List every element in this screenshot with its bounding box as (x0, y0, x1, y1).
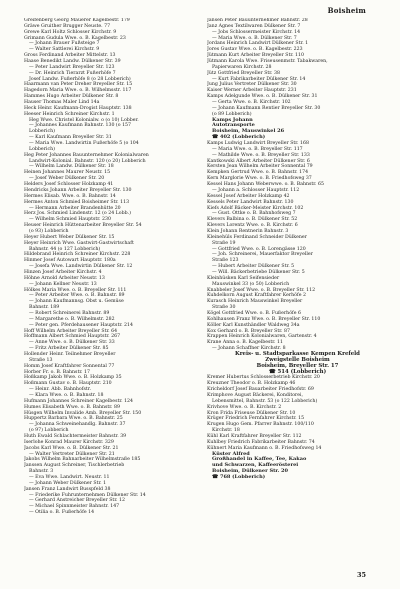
right-column (207, 18, 388, 481)
directory-entry: Kessels Peter Landwirt Bahnstr. 130 (207, 199, 294, 205)
directory-entry: Kamps Ludwig Landwirt Breyeller Str. 168 (207, 141, 309, 147)
directory-entry: Hoffmann Albert Schmied Hauptstr. 267 (24, 334, 121, 340)
directory-entry: Haarmann van Peter Dreher Breyeller Str. 15 (24, 82, 133, 88)
directory-entry: Bahnstr. 189 (29, 305, 60, 311)
directory-entry: Papierwaren Kirchstr. 28 (212, 64, 272, 70)
directory-entry: Krüger Friedrich Fernfahrer Kirchstr. 15 (207, 416, 305, 422)
directory-entry: Lobberich) (29, 129, 55, 135)
page-number: 35 (356, 571, 366, 579)
directory-entry: — Klara Wwe. o. B. Bahnstr. 18 (29, 393, 104, 398)
directory-entry: Grewe Karl Holtz Schlosser Kirchstr. 9 (24, 29, 117, 35)
directory-entry: Krappen Heinrich Kolonialwaren, Gartenstr. 4 (207, 334, 317, 340)
directory-entry: Hildebrand Heinrich Schreiner Kirchstr. 228 (24, 252, 131, 258)
directory-entry: — Robert Schreinerei Bahnstr. 89 (29, 310, 110, 316)
directory-entry: — Josef Weber Dülkener Str. 20 (29, 176, 105, 182)
business-listing-line: ☎ 768 (Lobberich) (212, 474, 266, 481)
directory-entry: Kurasch Heinrich Mauswinkel Breyeller (207, 299, 303, 305)
directory-entry: — Peter gen. Pferdehausener Hauptstr. 214 (29, 322, 133, 328)
directory-entry: Bahnstr. 44 (o 127 Lobberich) (29, 246, 101, 252)
directory-entry: — Jobs Schlossermeister Kirchstr. 14 (212, 29, 301, 35)
directory-entry: Kantkowski Albert Arbeiter Dülkener Str. 6 (207, 158, 310, 164)
directory-entry: Hagedorn Maria Wwe. o. B. Wilhelmsstr. 117 (24, 88, 132, 94)
directory-entry: — Gottfried Wwe. o. B. Lorengässe 120 (212, 246, 306, 252)
directory-entry: Hoßmann Gustav o. B. Hauptstr. 210 (24, 381, 112, 387)
directory-entry: Bahnstr. 3 (29, 469, 54, 475)
directory-entry: — Wilhelm Schmied Hauptstr. 230 (29, 217, 111, 223)
directory-entry: — Friederike Fuhrunternehmen Dülkener Str. 14 (29, 492, 146, 498)
directory-entry: Iserlohe Konrad Maurer Kirchstr. 329 (24, 439, 114, 445)
directory-entry: Hölkes Maria Wwe. o. B. Breyeller Str. 111 (24, 287, 127, 293)
directory-entry: — Maria Wwe. Landwirtin Fußerhöfe 5 (o 104 (29, 141, 139, 147)
directory-entry: — Kurt Fabrikarbeiter Dülkener Str. 14 (212, 76, 306, 82)
directory-entry: Greifenberg Georg Mauerer Kagelbestr. 179 (24, 18, 130, 23)
business-listing-line: Autotransporte (212, 122, 255, 129)
directory-entry: — Mathilde Wwe. o. B. Breyeller Str. 133 (212, 152, 310, 158)
directory-entry: Kögel Gottfried Wwe. o. B. Fußerhöfe 6 (207, 310, 302, 316)
directory-entry: — Hubert Arbeiter Dülkener Str. 5 (212, 264, 295, 270)
directory-entry: — Otilia o. B. Fußerhöfe 14 (29, 510, 95, 516)
directory-entry: — Johann a. Schlosser Hauptstr. 112 (212, 187, 300, 193)
directory-entry: Knabbeler Josef Wwe. o. B. Breyeller Str. 112 (207, 287, 316, 293)
directory-entry: — Hermann Arbeiter Brandenhütte 20 (29, 205, 121, 211)
directory-entry: Jütz Gottfried Breyeller Str. 38 (207, 70, 280, 76)
left-column (24, 18, 205, 516)
directory-entry: Janssen August Schreiner, Tischlerbetrieb (24, 463, 125, 469)
directory-entry: Landwirt-Kolonial. Bahnstr. 120 (o 20) Lobberich (29, 158, 146, 164)
directory-entry: Hoßkamp Jakob Wwe. o. B. Holzkamp 35 (24, 375, 122, 381)
directory-entry: — Will. Bäckerbetriebe Dülkener Str. 5 (212, 269, 305, 275)
directory-entry: Heuser Heinrich Hüttenarbeiter Breyeller Str. 54 (24, 223, 142, 229)
business-listing-line: ☎ 514 (Lobberich) (268, 368, 327, 375)
directory-entry: — Dr. Heinrich Tierarzt Fußerhöfe 7 (29, 70, 116, 76)
directory-entry: Kremer Hubertus Schlosserbetrieb Kirchstr. 20 (207, 375, 320, 381)
directory-entry: Heg Peter Johannes Bauunternehmer Kolonialwaren (24, 152, 149, 158)
directory-entry: — Gerhard Anstreicher Breyeller Str. 12 (29, 498, 125, 504)
directory-entry: — Heinr. Abb. Bahnhofstr. (29, 387, 91, 393)
directory-entry: Hoff Wilhelm Arbeiter Breyeller Str. 64 (24, 328, 118, 334)
directory-entry: Haase Benedikt Landw. Dülkener Str. 39 (24, 59, 121, 65)
directory-entry: Hufmann Johannes Schreiner Kagelbestr. 124 (24, 398, 134, 404)
directory-entry: Höhne Arnold Arbeiter Neustr. 13 (24, 275, 105, 281)
directory-entry: — Johann Kaufmann Rentier Breyeller Str. 30 (212, 105, 321, 111)
directory-entry: Kuhdelkorn August Kraftfahrer Kerhöfe 2 (207, 293, 306, 299)
directory-entry: Lobberich) (29, 146, 55, 152)
directory-entry: Krimphove August Bäckerei, Konditorei, (207, 393, 304, 398)
directory-entry: Kessel Hans Johann Weberwwe. o. B. Bahnstr. 65 (207, 182, 324, 188)
directory-entry: Hollender Heinr. Teilnehmer Breyeller (24, 351, 116, 357)
directory-entry: Jütmann Karola Wwe. Friseusenmstr. Tabakwaren, (207, 59, 328, 65)
directory-entry: Jansen Franz Landwirt Busspfeld 38 (24, 486, 111, 492)
directory-entry: Hauser Thomas Maler Lind 14a (24, 100, 100, 106)
directory-entry: Hinmer Josef Autowart Hauptstr. 180a (24, 258, 116, 264)
directory-entry: Hendricks Johann Arbeiter Breyeller Str. 130 (24, 187, 132, 193)
directory-entry: Herz Jos. Schmied Lindenstr. 12 (o 24 Lobb.) (24, 211, 131, 217)
directory-entry: Jores Gustav Wwe. o. B. Kagelbestr. 223 (207, 47, 303, 53)
directory-entry: Straße 123 (212, 258, 239, 264)
business-listing-line: Boisheim, Dülkener Str. 20 (212, 468, 289, 475)
directory-entry: Hermes Elisab. Wwe. o. B. Bahnstr. 14 (24, 193, 116, 199)
directory-entry: — Gerta Wwe. o. B. Kirchstr. 102 (212, 100, 291, 106)
directory-entry: Straße 30 (212, 305, 236, 311)
directory-entry: Jakobs Wilhelm Bahnarbeiter Wilhelmstraße 185 (24, 457, 141, 463)
directory-entry: Klevers Balbina o. B. Dülkener Str. 52 (207, 217, 298, 223)
business-listing-line: Zweigstelle Boisheim (265, 356, 330, 363)
directory-entry: — Karl Kaufmann Breyeller Str. 31 (29, 135, 112, 141)
directory-entry: Kox Gerhard o. B. Breyeller Str. 87 (207, 328, 290, 334)
directory-entry: Humes Elisabeth Wwe. o. B. Bahnstr. 89 (24, 404, 120, 410)
directory-entry: Hinzen Josef Arbeiter Kirchstr. 4 (24, 269, 102, 275)
directory-entry: (o 97) Lobberich (29, 428, 69, 434)
directory-entry: Jacobs Karl Wwe. o. B. Dülkener Str. 21 (24, 445, 119, 451)
business-listing-line: Großhandel in Kaffee, Tee, Kakao (212, 456, 307, 463)
directory-entry: Kersten Jean Wilhelm Arbeiter Sonnental 79 (207, 164, 313, 170)
directory-entry: — Walter Sattlerei Kirchstr. 9 (29, 47, 100, 53)
directory-entry: Kühnert Maria Kaufmann o. B. Friedhofsweg 14 (207, 445, 322, 451)
directory-entry: Klein Johann Rentnerin Bahnstr. 3 (207, 228, 289, 234)
directory-entry: — Peter Landwirt Breyeller Str. 123 (29, 64, 115, 70)
directory-entry: — Peter Arbeiter Wwe. o. B. Bahnstr. 89 (29, 293, 125, 299)
directory-entry: Heinen Johannes Maurer Neustr. 15 (24, 170, 111, 176)
directory-entry: — Michael Spinnmeister Bahnstr. 147 (29, 504, 120, 510)
directory-entry: Gross Ferdinand Arbeiter Mittelstr. 13 (24, 53, 116, 59)
directory-entry: (o 89 Lobberich) (212, 111, 252, 117)
directory-entry: Heeser Heinrich Schreiner Kirchstr. 1 (24, 111, 115, 117)
directory-entry: Horber Fr. o. B. Bahnstr. 17 (24, 369, 90, 375)
business-listing-line: und Schwarzen, Kaffeerösterei (212, 462, 299, 469)
directory-entry: — Eva Wwe. Landwirt. Neustr. 11 (29, 475, 110, 481)
directory-entry: Helders Josef Schlosser Holzkamp 41 (24, 182, 114, 188)
directory-entry: Josef Landw. Fußerhöfe 8 (o 28 Lobberich) (29, 76, 131, 82)
directory-entry: Kiefs Adolf Bäcker-Meister Kirchstr. 102 (207, 205, 304, 211)
directory-entry: Heyer Heinrich Wwe. Gastwirt-Gastwirtschaft (24, 240, 134, 246)
directory-entry: — Joh. Schreinerei, Mauerfaktor Breyeller (212, 252, 313, 258)
directory-entry: Grimann Gudula Wwe. o. B. Kagelbestr. 23 (24, 35, 126, 41)
directory-entry: Kessel Josef Arbeiter Holzkamp 42 (207, 193, 290, 199)
directory-entry: Janz Agnes Textilwaren Dülkener Str. 7 (207, 23, 301, 29)
directory-entry: Heyer Hubert Weber Dülkener Str. 15 (24, 234, 115, 240)
directory-entry: Kühl Karl Kraftfahrer Breyeller Str. 112 (207, 434, 302, 440)
directory-entry: Kern Marglorie Wwe. o. B. Friedhofsweg 37 (207, 176, 312, 182)
business-listing-line: Boisheim, Breyeller Str. 17 (256, 362, 339, 369)
directory-entry: Klevers Lorentz Wwe. o. B. Kirchstr. 6 (207, 223, 298, 229)
directory-entry: — Johann Weber Dülkener Str. 1 (29, 480, 107, 486)
directory-entry: Jung Julius Vertreter Dülkener Str. 30 (207, 82, 297, 88)
directory-entry: — Maria Wwe. o. B. Dülkener Str. 7 (212, 35, 297, 41)
directory-entry: Hüsgen Wilhelm Invalide Amb. Breyeller Str. 150 (24, 410, 142, 416)
directory-entry: Straße 19 (212, 240, 236, 246)
directory-entry: — Johann Schaffner Kirchstr. 8 (212, 346, 286, 352)
directory-entry: Straße 13 (29, 357, 53, 363)
directory-entry: Kohlhausen Franz Wwe. o. B. Breyeller Str. 110 (207, 316, 321, 322)
directory-entry: Jordans Heinrich Landwirt Dülkener Str. 1 (207, 41, 309, 47)
directory-entry: — Johanna Schweinehandlg. Bahnstr. 37 (29, 422, 126, 428)
directory-entry: Huth Ewald Schlachtermeister Bahnstr. 39 (24, 434, 127, 440)
directory-entry: (o 93) Lobberich (29, 228, 69, 234)
directory-entry: Krane Anna o. B. Kagelbestr. 11 (207, 340, 283, 346)
directory-entry: Heck Heinr. Kaufmann-Drogist Hauptstr. 138 (24, 105, 132, 111)
directory-entry: Jütmann Kurt Arbeiter Breyeller Str. 110 (207, 53, 305, 59)
directory-entry: Kreuzner Theodor o. B. Holzkamp 46 (207, 381, 296, 387)
directory-entry: Köller Karl Kunsthändler Waldweg 34a (207, 322, 300, 328)
directory-entry: — Anne Wwe. o. B. Dülkener Str. 33 (29, 340, 115, 346)
directory-entry: — Johann Kaufmannsg. Obst u. Gemüse (29, 299, 124, 305)
directory-entry: Krugen Hugo Gem. Pfarrer Bahnstr. 100/110 (207, 422, 314, 428)
directory-entry: — Maria Wwe. o. B. Breyeller Str. 117 (212, 146, 303, 152)
directory-entry: Hammes Hugo Arbeiter Dülkener Str. 8 (24, 94, 119, 100)
directory-entry: Kleinhüsken Karl Seifensieder (207, 275, 280, 281)
directory-entry: — Gust. Ottke o. B. Bahnhofsweg 7 (212, 211, 296, 217)
business-listing-line: Küster Alfred (212, 450, 250, 457)
page-header: Boisheim (327, 6, 366, 15)
directory-entry: Kleinehüls Ferdinand Schneider Dülkener (207, 234, 307, 240)
directory-entry: Gräwe Gruither Brugger Neuste. 77 (24, 23, 111, 29)
directory-entry: — Johann Kellner Neustr. 13 (29, 281, 97, 287)
directory-entry: — Wilhelm Landw. Dülkener Str. 18 (29, 164, 114, 170)
directory-entry: — Fritz Arbeiter Dülkener Str. 85 (29, 346, 109, 352)
directory-entry: Heg Wwe. Christel Kolonialw. o (o 10) Lobber. (29, 117, 139, 123)
directory-entry: Kempken Gertrud Wwe. o. B. Bahnstr. 174 (207, 170, 309, 176)
directory-entry: Kron Frida Friseuse Dülkener Str. 10 (207, 410, 296, 416)
directory-entry: Kaiser Werner Arbeiter Hauptstr. 231 (207, 88, 297, 94)
business-listing-line: Kamps Johann (212, 116, 253, 123)
directory-entry: — Johannes Kaufmann Bahnstr. 130 (o 157 (29, 123, 132, 129)
directory-entry: Lebensmittel, Bahnstr. 53 (o 122 Lobberich) (212, 398, 318, 404)
directory-entry: — Margarethe o. B. Wilhelmstr. 282 (29, 316, 115, 322)
directory-entry: Kamps Adelgunde Wwe. o. B. Dülkener Str. 31 (207, 94, 318, 100)
directory-entry: Hermes Anton Schmied Boisheimer Str. 113 (24, 199, 130, 205)
directory-entry: Huppertz Barbara Wwe. o. B. Bahnstr. 25 (24, 416, 123, 422)
business-listing-line: Boisheim, Mauswinkel 26 (212, 128, 285, 135)
directory-entry: Homm Josef Kraftfahrer Sonnental 77 (24, 363, 115, 369)
directory-entry: Mauswinkel 33 (o 50) Lobberich (212, 281, 290, 287)
directory-entry: — Johann Brauer Fußsteige 7 (29, 41, 100, 47)
directory-entry: — Walter Vertreter Dülkener Str. 21 (29, 451, 115, 457)
directory-entry: Krivhove Wwe. o. B. Kirchstr. 2 (207, 404, 282, 410)
directory-entry: Kirchstr. 18 (212, 428, 240, 434)
directory-entry: Jansen Peter Bauunternehmer Bahnstr. 28 (207, 18, 308, 23)
directory-entry: Kuhlbey Friedrich Fabrikarbeiter Bahnstr. 74 (207, 439, 315, 445)
directory-entry: — Josefa Wwe. Landwirtin Dülkener Str. 12 (29, 264, 133, 270)
directory-entry: Kricheldorf Josef Bauarbeiter Friedhofstr. 69 (207, 387, 314, 393)
business-listing-line: ☎ 402 (Lobberich) (212, 134, 266, 141)
business-listing-line: Kreis- u. Stadtsparkasse Kempen Krefeld (235, 350, 360, 357)
